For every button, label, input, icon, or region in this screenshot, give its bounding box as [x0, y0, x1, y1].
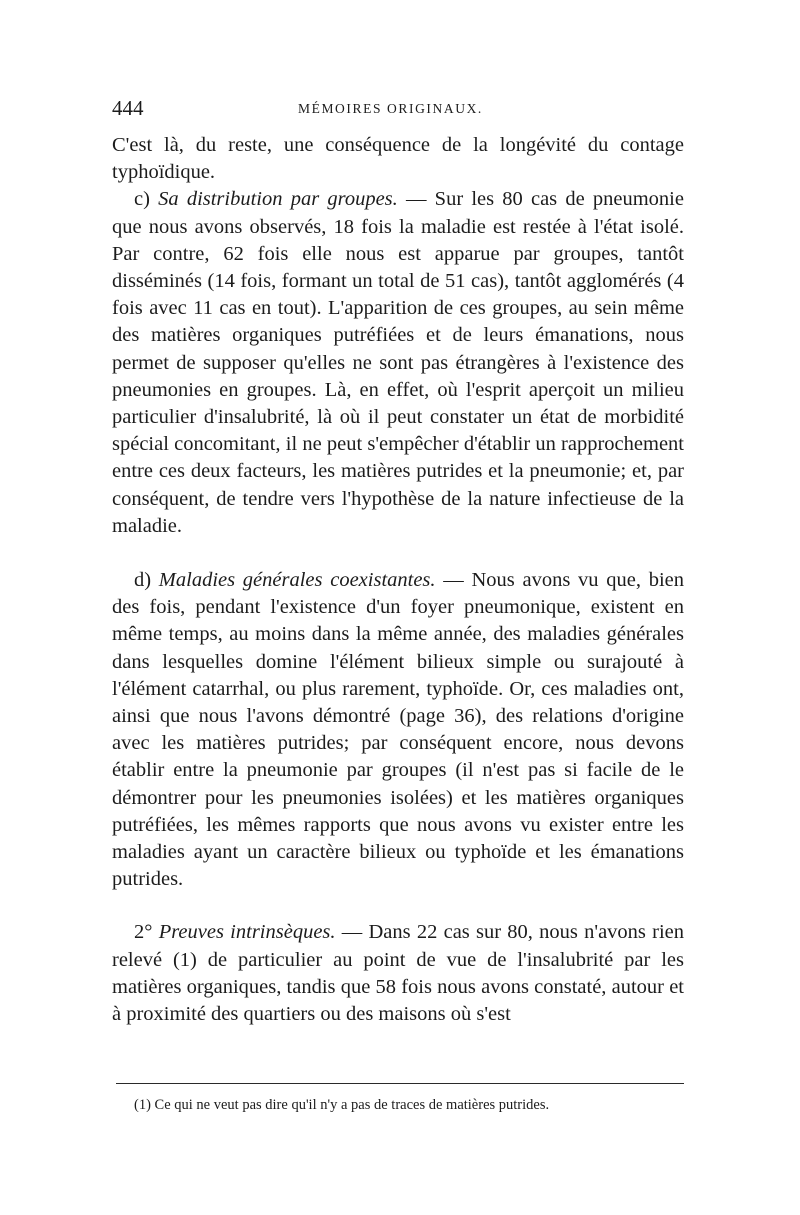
section-label: c)	[134, 188, 159, 211]
paragraph-text: — Dans 22 cas sur 80, nous n'avons rien relevé (1) de particulier au point de vue de l'insalubrité par les matières organiques, tandis que 58 fois nous avons constaté, autour et à proximité des quartiers ou des maisons où s'est	[112, 921, 684, 1026]
paragraph-text: — Nous avons vu que, bien des fois, pendant l'existence d'un foyer pneumonique, existent en même temps, au moins dans la même année, des maladies générales dans lesquelles domine l'élément bilieux simple ou surajouté à l'élément catarrhal, ou plus rarement, typhoïde. Or, ces maladies ont, ainsi que nous l'avons démontré (page 36), des relations d'origine avec les matières putrides; par conséquent encore, nous devons établir entre la pneumonie par groupes (il n'est pas si facile de le démontrer pour les pneumonies isolées) et les matières organiques putréfiées, les mêmes rapports que nous avons vu exister entre les maladies ayant un caractère bilieux ou typhoïde et les émanations putrides.	[112, 569, 684, 891]
paragraph-text: — Sur les 80 cas de pneumonie que nous avons observés, 18 fois la maladie est restée à l'état isolé. Par contre, 62 fois elle nous est apparue par groupes, tantôt disséminés (14 fois, formant un total de 51 cas), tantôt agglomérés (4 fois avec 11 cas en tout). L'apparition de ces groupes, au sein même des matières organiques putréfiées et de leurs émanations, nous permet de supposer qu'elles ne sont pas étrangères à l'existence des pneumonies en groupes. Là, en effet, où l'esprit aperçoit un milieu particulier d'insalubrité, là où il peut constater un état de morbidité spécial concomitant, il ne peut s'empêcher d'établir un rapprochement entre ces deux facteurs, les matières putrides et la pneumonie; et, par conséquent, de tendre vers l'hypothèse de la nature infectieuse de la maladie.	[112, 188, 684, 537]
paragraph-continuation	[112, 132, 684, 186]
section-heading: Maladies générales coexistantes.	[158, 569, 436, 592]
paragraph-text: C'est là, du reste, une conséquence de la longévité du contage typhoïdique.	[112, 134, 684, 184]
page-number: 444	[112, 96, 144, 120]
paragraph-preuves-intrinseques	[112, 919, 684, 1028]
section-heading: Preuves intrinsèques.	[158, 921, 336, 944]
footnote: (1) Ce qui ne veut pas dire qu'il n'y a pas de traces de matières putrides.	[134, 1097, 550, 1113]
footnote-divider	[116, 1083, 684, 1084]
paragraph-distribution-par-groupes	[112, 186, 684, 540]
section-heading: Sa distribution par groupes.	[158, 188, 398, 211]
section-label: 2°	[134, 921, 159, 944]
section-label: d)	[134, 569, 159, 592]
running-title: MÉMOIRES ORIGINAUX.	[298, 101, 483, 116]
page-header	[112, 96, 684, 124]
paragraph-maladies-generales	[112, 567, 684, 893]
body-text	[112, 132, 684, 1028]
